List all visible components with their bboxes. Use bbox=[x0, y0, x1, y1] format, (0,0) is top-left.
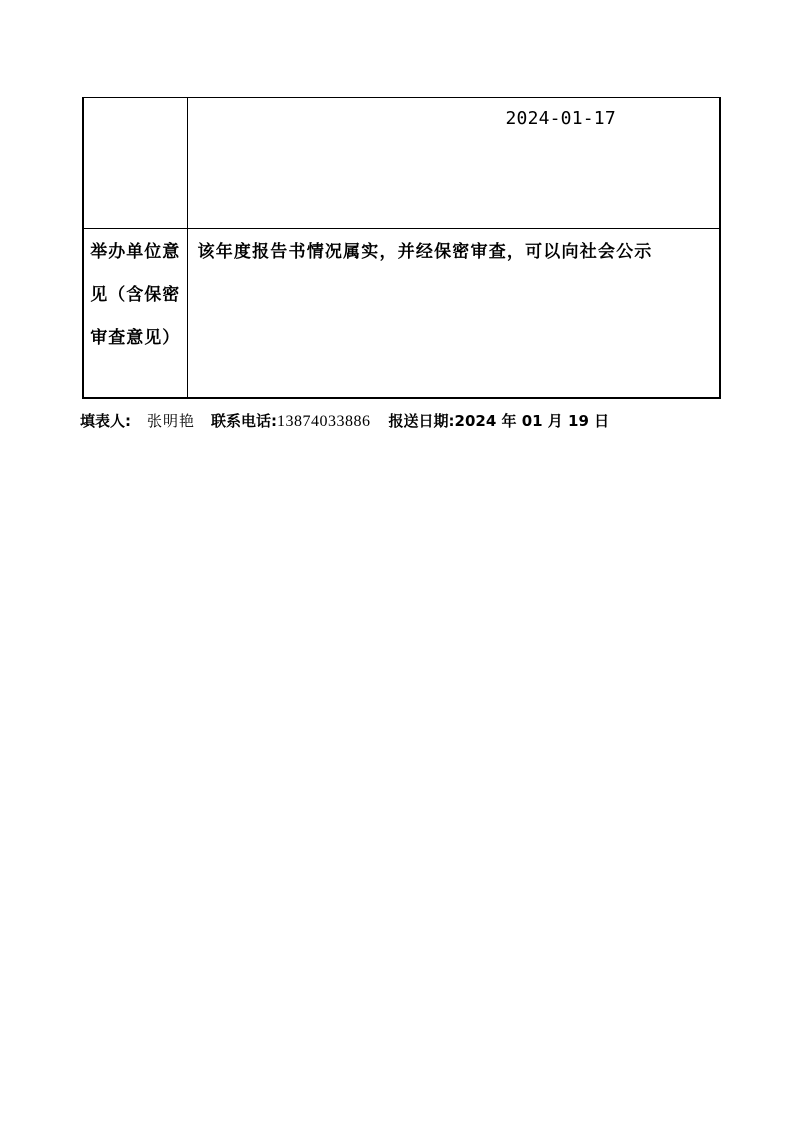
organizer-opinion-label: 举办单位意见（含保密审查意见） bbox=[90, 242, 181, 348]
phone-value: 13874033886 bbox=[277, 413, 371, 430]
content-cell-opinion bbox=[187, 229, 720, 399]
filler-name: 张明艳 bbox=[147, 412, 196, 430]
phone-label: 联系电话: bbox=[211, 412, 278, 430]
form-footer bbox=[80, 409, 720, 434]
label-cell-empty bbox=[83, 98, 187, 229]
report-date-value: 2024 年 01 月 19 日 bbox=[454, 412, 610, 430]
report-date-label: 报送日期: bbox=[388, 412, 455, 430]
content-cell-date bbox=[187, 98, 720, 229]
filler-label: 填表人: bbox=[80, 412, 131, 430]
organizer-opinion-text: 该年度报告书情况属实，并经保密审查，可以向社会公示 bbox=[197, 242, 653, 262]
table-row bbox=[83, 229, 720, 399]
label-cell-organizer-opinion bbox=[83, 229, 187, 399]
table-row bbox=[83, 98, 720, 229]
report-table bbox=[82, 97, 721, 399]
signed-date: 2024-01-17 bbox=[505, 108, 616, 129]
